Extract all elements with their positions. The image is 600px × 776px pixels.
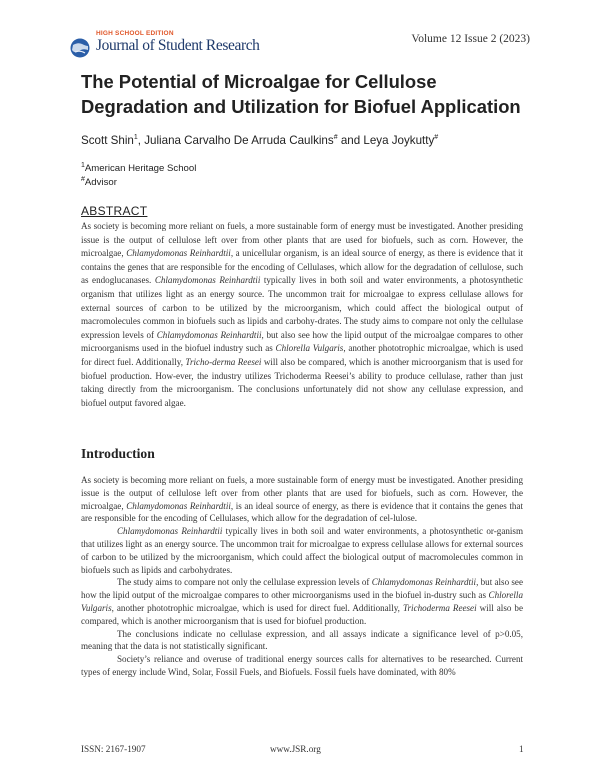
author-list	[81, 134, 541, 147]
affiliation-text: Advisor	[84, 177, 117, 189]
volume-issue: Volume 12 Issue 2 (2023)	[411, 33, 530, 45]
text-run: will also be compared, which is another microorganism that is used for biofuel production.	[81, 602, 523, 626]
text-run: As society is becoming more reliant on fuels, a more sustainable form of energy must be investigated. Another presiding issue is the output of cellulose left over from other plants that are used for biofuels, such as corn. However, the microalgae,	[81, 475, 523, 511]
affiliation	[81, 176, 381, 188]
author-mark: #	[333, 134, 338, 142]
author-name: Leya Joykutty	[363, 134, 435, 147]
journal-name: Journal of Student Research	[96, 37, 260, 54]
species-name: Chlamydomonas Reinhardtii	[156, 329, 262, 340]
paragraph	[81, 474, 523, 525]
species-name: Chlorella Vulgaris	[81, 590, 523, 613]
edition-label: HIGH SCHOOL EDITION	[96, 30, 174, 37]
species-name: Chlamydomonas Reinhardtii	[117, 526, 223, 537]
species-name: Chlamydomonas Reinhardtii	[126, 248, 231, 259]
text-run: typically lives in both soil and water environments, a photosynthetic organism that utilizes light as an energy source. The uncommon trait for microalgae to express cellulase allows for external sources of carbon to be utilized by the microorganism, which could affect the biological output of macromolecules common in biofuels such as lipids and carbohy-drates. The study aims to compare not only the cellulase expression levels of	[81, 275, 524, 340]
species-name: Chlorella Vulgaris	[275, 343, 344, 354]
text-run: As society is becoming more reliant on fuels, a more sustainable form of energy must be investigated. Another presiding issue is the output of cellulose left over from other plants that are used for biofuels, such as corn. However, the microalgae,	[81, 221, 523, 259]
text-run: , a unicellular organism, is an ideal source of energy, as there is evidence that it contains the genes that are responsible for the encoding of Cellulases, which allow for the degradation of cellulose, such as endoglucanases.	[81, 248, 523, 286]
paper-title: The Potential of Microalgae for Cellulose Degradation and Utilization for Biofuel Application	[81, 71, 521, 117]
introduction-heading: Introduction	[81, 446, 155, 461]
text-run: , but also see how the lipid output of the microalgae compares to other microorganisms used in the biofuel in-dustry such as	[81, 577, 523, 601]
author-name: Juliana Carvalho De Arruda Caulkins	[144, 134, 334, 147]
author-mark: #	[434, 134, 439, 142]
globe-icon	[70, 38, 90, 58]
page-number: 1	[519, 744, 524, 754]
abstract-body	[81, 220, 523, 410]
text-run: will also be compared, which is another microorganism that is used for biofuel production. How-ever, the industry utilizes Trichoderma Reesei’s ability to produce cellulase, rather than just taking directly from the microorganism. The conclusions unfortunately did not show any cellulase expression, and biofuel output favored algae.	[81, 356, 523, 408]
paragraph: The conclusions indicate no cellulase expression, and all assays indicate a significance level of p>0.05, meaning that the data is not statistically significant.	[81, 628, 523, 652]
text-run: typically lives in both soil and water environments, a photosynthetic or-ganism that utilizes light as an energy source. The uncommon trait for microalgae to express cellulase allows for external sources of carbon to be utilized by the microorganism, which could affect the biological output of macromolecules common in biofuels such as lipids and carbohydrates.	[81, 526, 524, 575]
introduction-body	[81, 474, 523, 679]
affiliation-text: American Heritage School	[84, 163, 197, 175]
species-name: Chlamydomonas Reinhardtii	[371, 577, 477, 588]
species-name: Tricho-derma Reesei	[185, 356, 262, 367]
abstract-heading: ABSTRACT	[81, 204, 148, 218]
footer-issn: ISSN: 2167-1907	[81, 744, 146, 754]
text-run: The study aims to compare not only the cellulase expression levels of	[117, 577, 372, 588]
text-run: , is an ideal source of energy, as there is evidence that it contains the genes that are responsible for the encoding of Cellulases, which allow for the degradation of cel-lulose.	[81, 500, 523, 524]
species-name: Trichoderma Reesei	[402, 602, 477, 613]
author-mark: 1	[133, 134, 138, 142]
paragraph: Society’s reliance and overuse of traditional energy sources calls for alternatives to be researched. Current types of energy include Wind, Solar, Fossil Fuels, and Biofuels. Fossil fuels have dominated, with 80%	[81, 654, 523, 677]
text-run: , another phototrophic microalgae, which is used for direct fuel. Additionally,	[111, 602, 403, 613]
text-run: , but also see how the lipid output of the microalgae compares to other microorganisms used in the biofuel industry such as	[81, 329, 523, 354]
species-name: Chlamydomonas Reinhardtii	[126, 500, 231, 511]
affiliation-mark: 1	[81, 162, 85, 169]
paragraph	[81, 576, 523, 627]
text-run: , another phototrophic microalgae, which is used for direct fuel. Additionally,	[81, 343, 523, 367]
author-name: Scott Shin	[81, 134, 134, 147]
author-separator: ,	[137, 134, 145, 147]
affiliation-mark: #	[81, 176, 85, 183]
journal-logo[interactable]	[70, 30, 260, 56]
author-separator: and	[337, 134, 364, 147]
paragraph	[81, 525, 523, 576]
affiliation	[81, 162, 381, 174]
species-name: Chlamydomonas Reinhardtii	[154, 275, 261, 286]
footer-website-link[interactable]: www.JSR.org	[270, 744, 321, 754]
